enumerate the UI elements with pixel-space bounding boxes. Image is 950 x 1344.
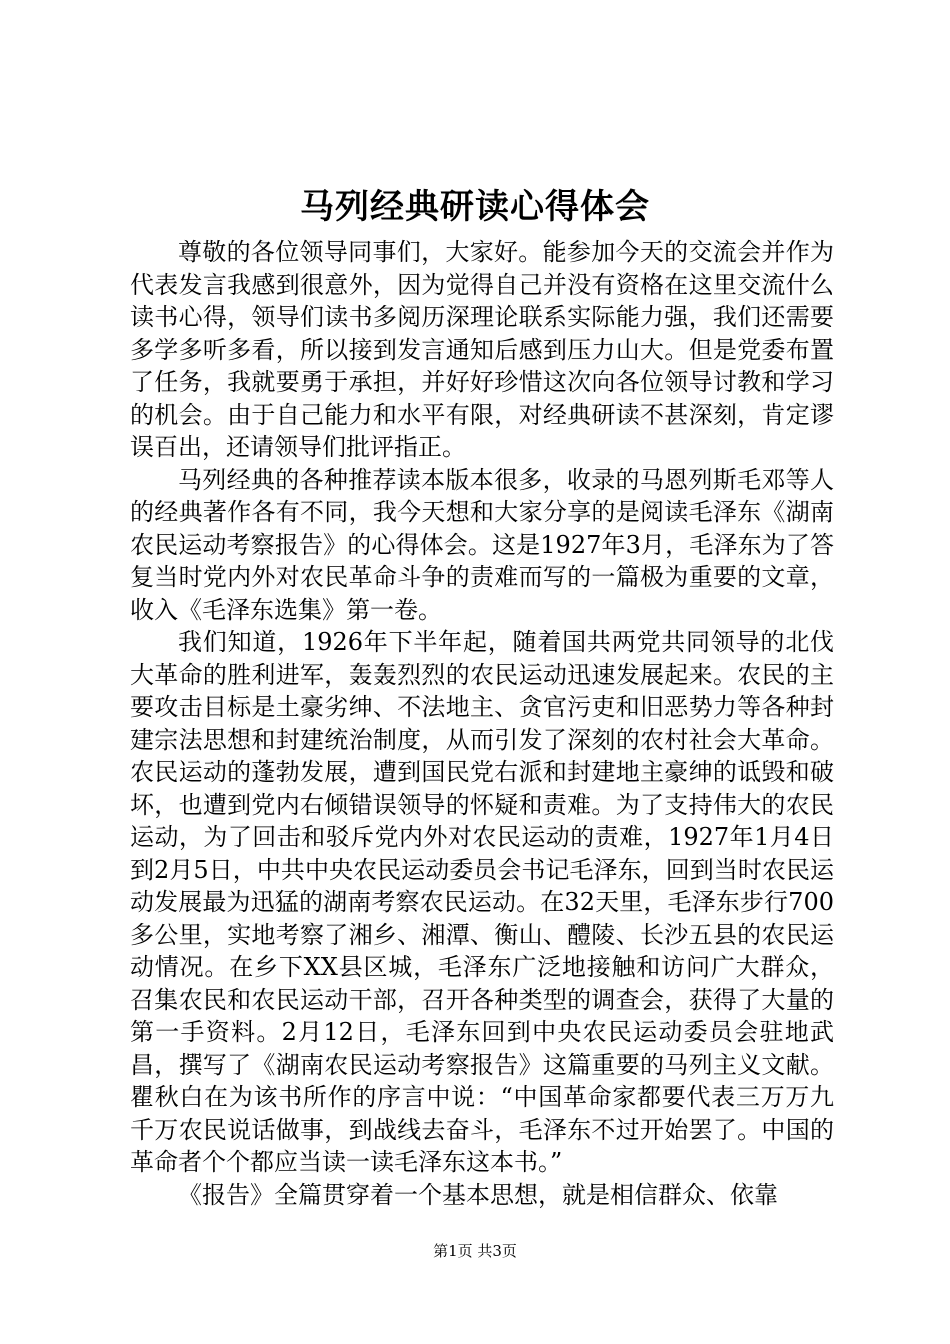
page-number: 第1页 共3页 <box>433 1242 517 1260</box>
page-footer <box>0 1241 950 1261</box>
paragraph-1: 尊敬的各位领导同事们，大家好。能参加今天的交流会并作为代表发言我感到很意外，因为觉得自己并没有资格在这里交流什么读书心得，领导们读书多阅历深理论联系实际能力强，我们还需要多学多听多看，所以接到发言通知后感到压力山大。但是党委布置了任务，我就要勇于承担，并好好珍惜这次向各位领导讨教和学习的机会。由于自己能力和水平有限，对经典研读不甚深刻，肯定谬误百出，还请领导们批评指正。 <box>130 238 834 461</box>
paragraph-3: 我们知道，1926年下半年起，随着国共两党共同领导的北伐大革命的胜利进军，轰轰烈烈的农民运动迅速发展起来。农民的主要攻击目标是土豪劣绅、不法地主、贪官污吏和旧恶势力等各种封建宗法思想和封建统治制度，从而引发了深刻的农村社会大革命。农民运动的蓬勃发展，遭到国民党右派和封建地主豪绅的诋毁和破坏，也遭到党内右倾错误领导的怀疑和责难。为了支持伟大的农民运动，为了回击和驳斥党内外对农民运动的责难，1927年1月4日到2月5日，中共中央农民运动委员会书记毛泽东，回到当时农民运动发展最为迅猛的湖南考察农民运动。在32天里，毛泽东步行700多公里，实地考察了湘乡、湘潭、衡山、醴陵、长沙五县的农民运动情况。在乡下XX县区城，毛泽东广泛地接触和访问广大群众，召集农民和农民运动干部，召开各种类型的调查会，获得了大量的第一手资料。2月12日，毛泽东回到中央农民运动委员会驻地武昌，撰写了《湖南农民运动考察报告》这篇重要的马列主义文献。瞿秋白在为该书所作的序言中说：“中国革命家都要代表三万万九千万农民说话做事，到战线去奋斗，毛泽东不过开始罢了。中国的革命者个个都应当读一读毛泽东这本书。” <box>130 628 834 1176</box>
document-title: 马列经典研读心得体会 <box>300 187 650 227</box>
document-body <box>130 236 834 1211</box>
paragraph-4: 《报告》全篇贯穿着一个基本思想，就是相信群众、依靠 <box>178 1180 778 1209</box>
paragraph-2: 马列经典的各种推荐读本版本很多，收录的马恩列斯毛邓等人的经典著作各有不同，我今天想和大家分享的是阅读毛泽东《湖南农民运动考察报告》的心得体会。这是1927年3月，毛泽东为了答复当时党内外对农民革命斗争的责难而写的一篇极为重要的文章，收入《毛泽东选集》第一卷。 <box>130 465 834 624</box>
